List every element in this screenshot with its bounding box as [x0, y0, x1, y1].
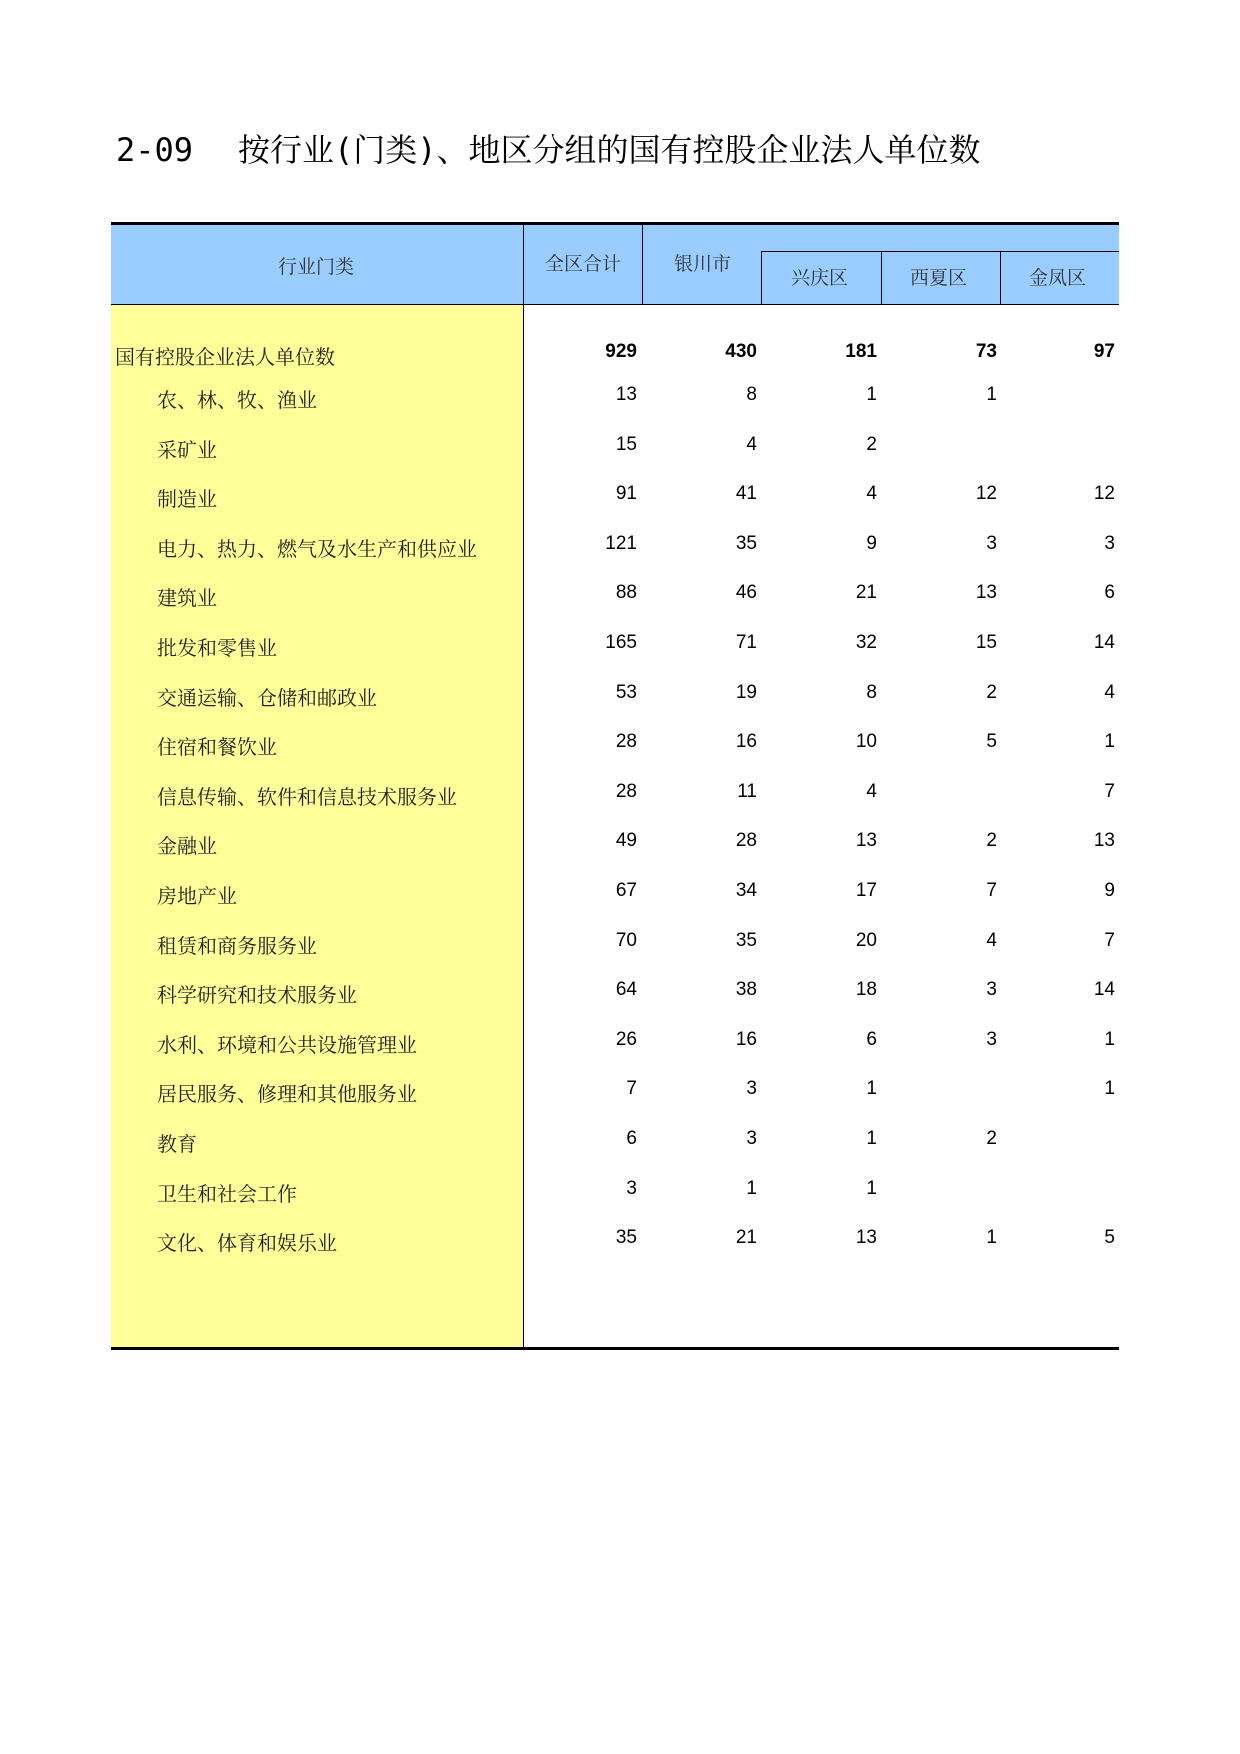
- row-label: 房地产业: [157, 884, 237, 908]
- row-label: 批发和零售业: [157, 636, 277, 660]
- table-row: [111, 723, 1119, 763]
- cell-value: 5: [1104, 1227, 1115, 1249]
- cell-value: 8: [746, 384, 757, 405]
- cell-value: 7: [626, 1078, 637, 1100]
- cell-value: 35: [735, 929, 757, 951]
- cell-value: 1: [866, 1177, 877, 1199]
- cell-value: 2: [986, 830, 997, 852]
- cell-value: 28: [615, 780, 637, 802]
- cell-value: 15: [975, 632, 997, 653]
- row-label: 农、林、牧、渔业: [157, 388, 317, 412]
- row-label: 国有控股企业法人单位数: [115, 345, 335, 369]
- row-label: 卫生和社会工作: [157, 1181, 297, 1206]
- row-label: 金融业: [157, 834, 217, 859]
- table-row: [111, 525, 1119, 565]
- cell-value: 6: [626, 1128, 637, 1149]
- cell-value: 1: [866, 1078, 877, 1100]
- cell-value: 6: [1104, 582, 1115, 604]
- cell-value: 71: [735, 632, 757, 653]
- header-xixia: 西夏区: [910, 267, 968, 289]
- table-row: [111, 475, 1119, 515]
- cell-value: 97: [1093, 341, 1115, 362]
- header-yinchuan: 银川市: [674, 253, 732, 275]
- cell-value: 32: [855, 632, 877, 653]
- cell-value: 4: [746, 433, 757, 455]
- header-xingqing: 兴庆区: [791, 267, 849, 289]
- row-label: 科学研究和技术服务业: [157, 983, 357, 1008]
- row-label: 制造业: [157, 487, 217, 512]
- table-row: [111, 1170, 1119, 1210]
- cell-value: 67: [615, 880, 637, 901]
- header-jinfeng: 金凤区: [1029, 267, 1087, 289]
- cell-value: 3: [986, 979, 997, 1001]
- table-row: [111, 922, 1119, 962]
- page-title: [116, 125, 981, 171]
- row-label: 电力、热力、燃气及水生产和供应业: [157, 536, 477, 561]
- cell-value: 14: [1093, 632, 1115, 653]
- header-divider: [881, 251, 882, 304]
- row-label: 建筑业: [157, 586, 217, 611]
- cell-value: 73: [975, 341, 997, 362]
- cell-value: 7: [986, 880, 997, 901]
- table-row: [111, 872, 1119, 912]
- cell-value: 13: [855, 830, 877, 852]
- table-row: [111, 822, 1119, 862]
- cell-value: 17: [855, 880, 877, 901]
- cell-value: 2: [986, 681, 997, 703]
- cell-value: 46: [735, 582, 757, 604]
- cell-value: 91: [615, 483, 637, 505]
- cell-value: 3: [746, 1128, 757, 1149]
- cell-value: 26: [615, 1028, 637, 1050]
- cell-value: 16: [735, 1028, 757, 1050]
- data-table: [111, 222, 1119, 1350]
- cell-value: 3: [1104, 532, 1115, 554]
- table-row: [111, 426, 1119, 466]
- cell-value: 5: [986, 731, 997, 753]
- cell-value: 4: [866, 780, 877, 802]
- row-label: 租赁和商务服务业: [157, 933, 317, 958]
- row-label: 交通运输、仓储和邮政业: [157, 685, 377, 710]
- cell-value: 9: [866, 532, 877, 554]
- cell-value: 53: [615, 681, 637, 703]
- cell-value: 4: [1104, 681, 1115, 703]
- header-industry: 行业门类: [278, 256, 355, 278]
- table-row: [111, 971, 1119, 1011]
- row-label: 水利、环境和公共设施管理业: [157, 1032, 417, 1057]
- cell-value: 3: [986, 532, 997, 554]
- row-label: 信息传输、软件和信息技术服务业: [157, 784, 457, 809]
- cell-value: 35: [735, 532, 757, 554]
- table-row: [111, 1021, 1119, 1061]
- cell-value: 4: [866, 483, 877, 505]
- cell-value: 1: [866, 1128, 877, 1149]
- header-divider: [1000, 251, 1001, 304]
- cell-value: 38: [735, 979, 757, 1001]
- cell-value: 35: [615, 1227, 637, 1249]
- cell-value: 3: [986, 1028, 997, 1050]
- cell-value: 64: [615, 979, 637, 1001]
- table-row: [111, 624, 1119, 664]
- cell-value: 8: [866, 681, 877, 703]
- table-bottom-border: [111, 1347, 1119, 1350]
- table-row: [111, 1070, 1119, 1110]
- cell-value: 21: [855, 582, 877, 604]
- row-label: 教育: [157, 1132, 197, 1156]
- cell-value: 6: [866, 1028, 877, 1050]
- table-number: 2-09: [116, 131, 194, 169]
- cell-value: 1: [1104, 1028, 1115, 1050]
- cell-value: 1: [1104, 731, 1115, 753]
- cell-value: 12: [975, 483, 997, 505]
- cell-value: 1: [746, 1177, 757, 1199]
- row-label: 文化、体育和娱乐业: [157, 1231, 337, 1256]
- cell-value: 20: [855, 929, 877, 951]
- row-label: 居民服务、修理和其他服务业: [157, 1082, 417, 1107]
- header-total: 全区合计: [545, 253, 622, 275]
- cell-value: 88: [615, 582, 637, 604]
- cell-value: 121: [605, 532, 637, 554]
- cell-value: 15: [615, 433, 637, 455]
- cell-value: 28: [615, 731, 637, 753]
- cell-value: 10: [855, 731, 877, 753]
- cell-value: 41: [735, 483, 757, 505]
- cell-value: 3: [746, 1078, 757, 1100]
- cell-value: 9: [1104, 880, 1115, 901]
- cell-value: 12: [1093, 483, 1115, 505]
- table-row: [111, 376, 1119, 416]
- cell-value: 21: [735, 1227, 757, 1249]
- table-row: [111, 1219, 1119, 1259]
- header-divider: [761, 251, 762, 304]
- cell-value: 34: [735, 880, 757, 901]
- row-label: 住宿和餐饮业: [157, 735, 277, 760]
- cell-value: 1: [986, 384, 997, 405]
- cell-value: 4: [986, 929, 997, 951]
- total-row: [111, 333, 1119, 373]
- cell-value: 1: [1104, 1078, 1115, 1100]
- cell-value: 7: [1104, 780, 1115, 802]
- table-row: [111, 1120, 1119, 1160]
- cell-value: 19: [735, 681, 757, 703]
- row-label: 采矿业: [157, 437, 217, 462]
- table-title: 按行业(门类)、地区分组的国有控股企业法人单位数: [238, 131, 981, 169]
- table-row: [111, 674, 1119, 714]
- cell-value: 2: [986, 1128, 997, 1149]
- cell-value: 49: [615, 830, 637, 852]
- cell-value: 3: [626, 1177, 637, 1199]
- header-subdivider: [761, 251, 1119, 252]
- cell-value: 1: [986, 1227, 997, 1249]
- cell-value: 13: [615, 384, 637, 405]
- cell-value: 13: [975, 582, 997, 604]
- cell-value: 13: [1093, 830, 1115, 852]
- cell-value: 28: [735, 830, 757, 852]
- cell-value: 2: [866, 433, 877, 455]
- table-header: [111, 225, 1119, 305]
- cell-value: 14: [1093, 979, 1115, 1001]
- header-divider: [642, 225, 643, 304]
- cell-value: 11: [737, 780, 757, 802]
- cell-value: 165: [605, 632, 637, 653]
- table-row: [111, 574, 1119, 614]
- cell-value: 18: [855, 979, 877, 1001]
- cell-value: 70: [615, 929, 637, 951]
- cell-value: 929: [605, 341, 637, 362]
- cell-value: 1: [866, 384, 877, 405]
- table-row: [111, 773, 1119, 813]
- cell-value: 13: [855, 1227, 877, 1249]
- cell-value: 430: [725, 341, 757, 362]
- cell-value: 16: [735, 731, 757, 753]
- cell-value: 7: [1104, 929, 1115, 951]
- cell-value: 181: [845, 341, 877, 362]
